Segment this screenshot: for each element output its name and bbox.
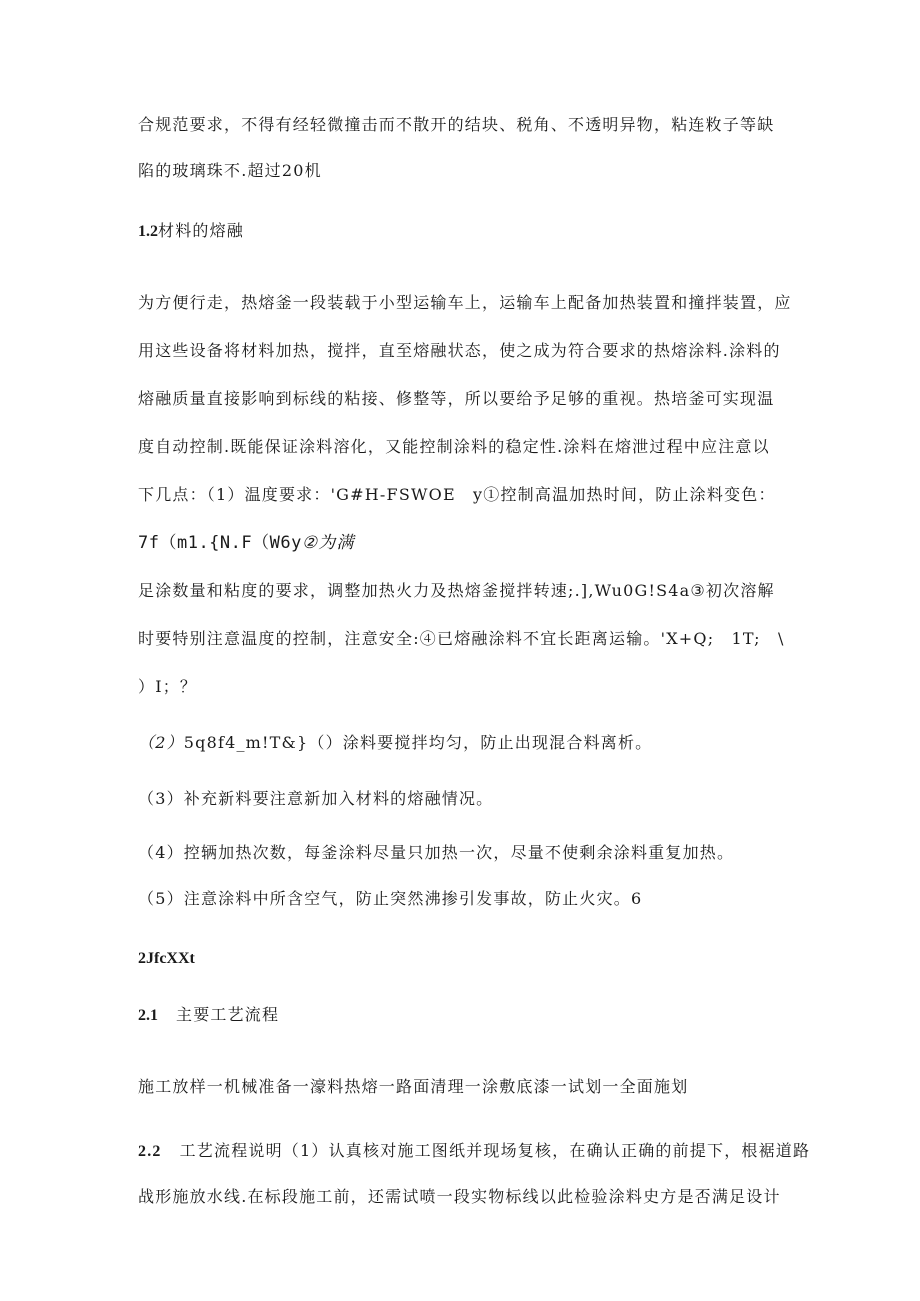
section-title: 主要工艺流程 (176, 1005, 280, 1024)
paragraph-line: 时要特别注意温度的控制，注意安全:④已熔融涂料不宜长距离运输。'X+Q; 1T; \ (138, 629, 785, 648)
paragraph-line: 合规范要求，不得有经轻微撞击而不散开的结块、税角、不透明异物，粘连敉子等缺 (138, 115, 775, 134)
garbled-text: 7f（m1.{N.F（W6y (138, 533, 302, 553)
paragraph-line: 陷的玻璃珠不.超过20机 (138, 161, 322, 180)
section-number: 2.1 (138, 1007, 158, 1024)
list-item-prefix: （3） (138, 789, 184, 808)
section-text: 工艺流程说明（1）认真核对施工图纸并现场复核，在确认正确的前提下，根裾道路 (179, 1141, 811, 1160)
list-item-text: 注意涂料中所含空气，防止突然沸掺引发事故，防止火灾。6 (183, 889, 643, 908)
list-item-prefix: （5） (138, 889, 184, 908)
list-item (138, 888, 642, 910)
paragraph-line: 战形施放水线.在标段施工前，还需试喷一段实物标线以此检验涂料史方是否满足设计 (138, 1187, 781, 1206)
paragraph-line: 用这些设备将材料加热，搅拌，直至熔融状态，使之成为符合要求的热熔涂料.涂料的 (138, 341, 781, 360)
list-item (138, 788, 493, 810)
section-heading-2: 2JfcXXt (138, 950, 195, 967)
paragraph-line: 度自动控制.既能保证涂料溶化，又能控制涂料的稳定性.涂料在熔泄过程中应注意以 (138, 437, 770, 456)
section-number: 2.2 (138, 1143, 162, 1160)
paragraph-line: 施工放样一机械准备一濠料热熔一路面清理一涂敷底漆一试划一全面施划 (138, 1077, 689, 1096)
list-item-prefix: （2） (138, 733, 184, 752)
section-2-2-line (138, 1140, 810, 1163)
paragraph-line: 熔融质量直接影响到标线的粘接、修整等，所以要给予足够的重视。热培釜可实现温 (138, 389, 775, 408)
section-number: 1.2 (138, 223, 158, 240)
list-item-prefix: （4） (138, 843, 184, 862)
section-heading-2-1 (138, 1004, 279, 1027)
list-item (138, 842, 734, 864)
section-title: 材料的熔融 (158, 221, 245, 240)
list-item-text: 控辆加热次数，每釜涂料尽量只加热一次，尽量不使剩余涂料重复加热。 (183, 843, 735, 862)
paragraph-line: ）I；？ (138, 677, 198, 696)
list-item-text: 5q8f4_m!T&}（）涂料要搅拌均匀，防止出现混合料离析。 (183, 733, 653, 752)
paragraph-line: 下几点：（1）温度要求：'G#H-FSWOE y①控制高温加热时间，防止涂料变色： (138, 485, 776, 504)
paragraph-line: 足涂数量和粘度的要求，调整加热火力及热熔釜搅拌转速;.],Wu0G!S4a③初次溶解 (138, 581, 775, 600)
list-item (138, 732, 652, 754)
list-item-text: 补充新料要注意新加入材料的熔融情况。 (183, 789, 494, 808)
italic-text: ②为满 (301, 533, 355, 553)
paragraph-line: 为方便行走，热熔釜一段装载于小型运输车上，运输车上配备加热装置和撞拌装置，应 (138, 293, 792, 312)
section-heading-1-2 (138, 220, 244, 243)
paragraph-line (138, 532, 355, 554)
